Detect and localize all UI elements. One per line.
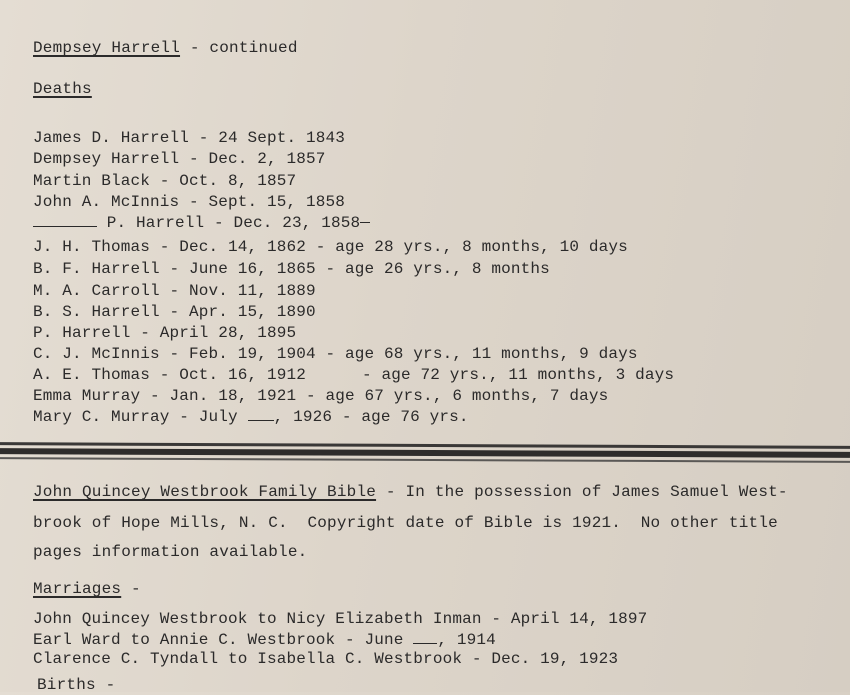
death-entry: P. Harrell - April 28, 1895 — [33, 324, 297, 342]
death-entry: Dempsey Harrell - Dec. 2, 1857 — [33, 150, 326, 168]
bible-title: John Quincey Westbrook Family Bible — [33, 483, 377, 501]
death-entry: M. A. Carroll - Nov. 11, 1889 — [33, 282, 316, 300]
marriages-heading — [33, 579, 141, 599]
strike-mark — [360, 222, 370, 223]
death-entry-text: , 1926 - age 76 yrs. — [273, 408, 469, 426]
header-title: Dempsey Harrell — [33, 39, 181, 57]
death-entry — [33, 407, 469, 427]
blank-line — [413, 643, 437, 644]
death-entry: B. S. Harrell - Apr. 15, 1890 — [33, 303, 316, 321]
death-entry: Emma Murray - Jan. 18, 1921 - age 67 yrs., 6 months, 7 days — [33, 387, 609, 405]
death-entry: Martin Black - Oct. 8, 1857 — [33, 172, 297, 190]
bible-line-3: pages information available. — [33, 543, 308, 561]
death-entry: C. J. McInnis - Feb. 19, 1904 - age 68 yrs., 11 months, 9 days — [33, 345, 638, 363]
death-entry — [33, 365, 674, 385]
bible-line-1 — [33, 482, 788, 502]
death-entry: John A. McInnis - Sept. 15, 1858 — [33, 193, 346, 211]
death-entry: J. H. Thomas - Dec. 14, 1862 - age 28 yrs., 8 months, 10 days — [33, 238, 628, 256]
death-entry-text: A. E. Thomas - Oct. 16, 1912 — [33, 366, 307, 384]
header-suffix: - continued — [180, 39, 298, 57]
bible-line-1-rest: - In the possession of James Samuel West- — [376, 483, 788, 501]
marriages-heading-suffix: - — [121, 580, 141, 598]
death-entry-text: P. Harrell - Dec. 23, 1858 — [106, 214, 361, 232]
marriage-entry: Clarence C. Tyndall to Isabella C. Westbrook - Dec. 19, 1923 — [33, 650, 619, 668]
death-entry — [33, 213, 370, 233]
births-heading: Births - — [37, 676, 116, 694]
marriage-entry — [33, 630, 496, 650]
blank-line — [33, 226, 97, 227]
death-entry-text: Mary C. Murray - July — [33, 408, 238, 426]
bible-line-2: brook of Hope Mills, N. C. Copyright date of Bible is 1921. No other title — [33, 514, 778, 532]
marriages-heading-text: Marriages — [33, 580, 122, 598]
marriage-entry: John Quincey Westbrook to Nicy Elizabeth Inman - April 14, 1897 — [33, 610, 648, 628]
death-entry: James D. Harrell - 24 Sept. 1843 — [33, 129, 346, 147]
marriage-entry-text: Earl Ward to Annie C. Westbrook - June — [33, 631, 404, 649]
death-entry-age: - age 72 yrs., 11 months, 3 days — [362, 366, 675, 384]
deaths-heading: Deaths — [33, 80, 92, 98]
marriage-entry-text: , 1914 — [437, 631, 496, 649]
blank-line — [248, 420, 274, 421]
death-entry: B. F. Harrell - June 16, 1865 - age 26 yrs., 8 months — [33, 260, 550, 278]
section-divider — [0, 440, 850, 470]
page-header — [33, 38, 298, 58]
